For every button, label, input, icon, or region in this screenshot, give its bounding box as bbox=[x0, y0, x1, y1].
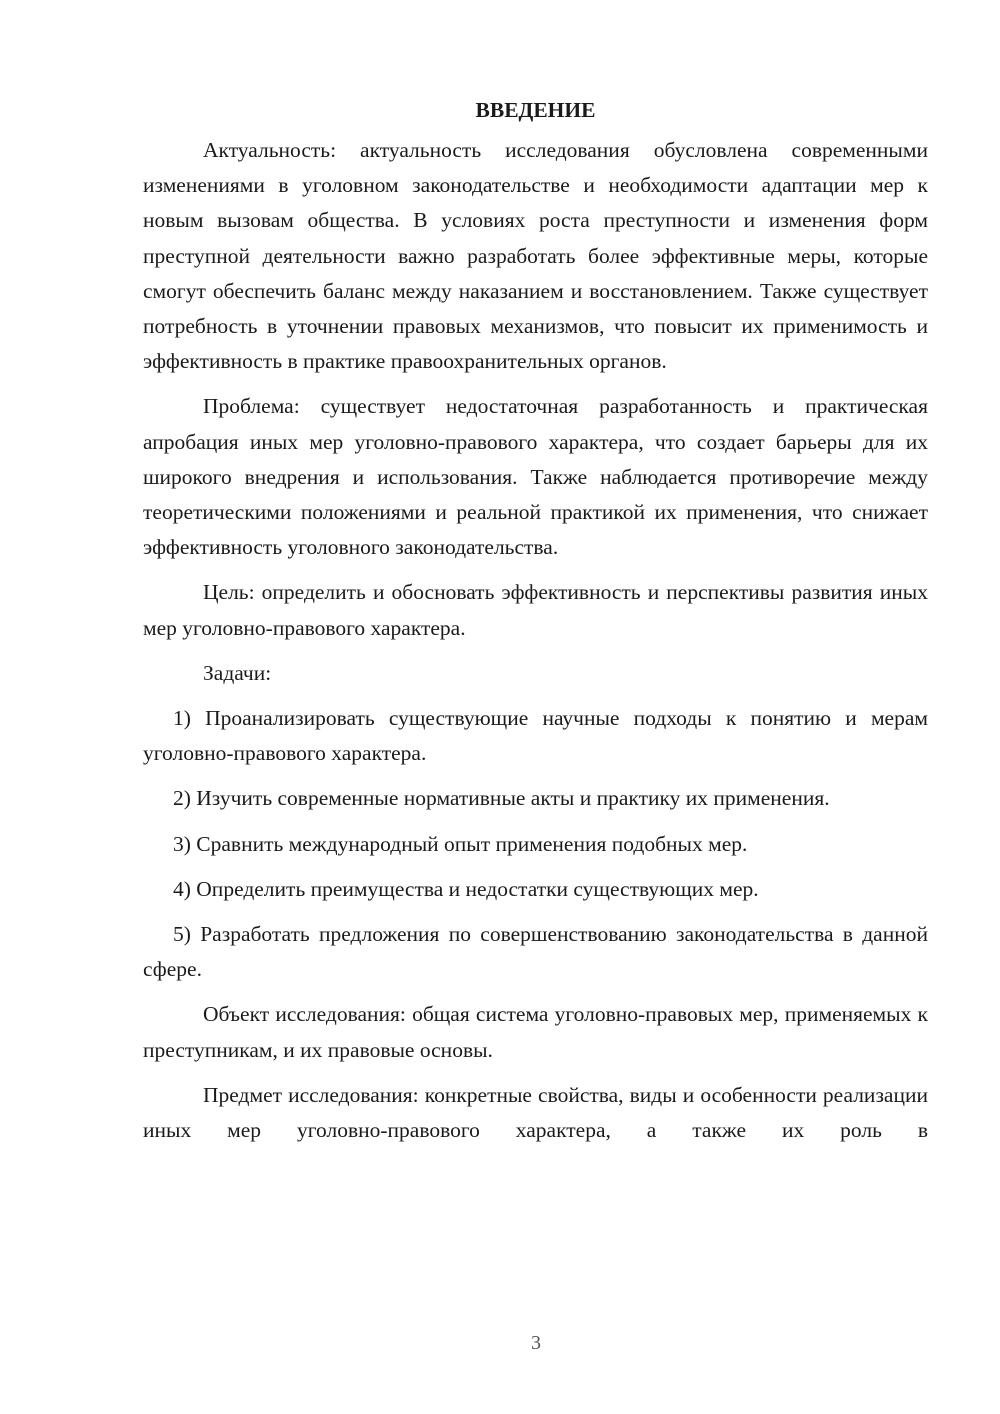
page-number: 3 bbox=[531, 1332, 541, 1354]
paragraph-problem: Проблема: существует недостаточная разработанность и практическая апробация иных мер уголовно-правового характера, что создает барьеры для их широкого внедрения и использования. Также наблюдается противоречие между теоретическими положениями и реальной практикой их применения, что снижает эффективность уголовного законодательства. bbox=[143, 394, 928, 560]
paragraph-relevance: Актуальность: актуальность исследования обусловлена современными изменениями в уголовном законодательстве и необходимости адаптации мер к новым вызовам общества. В условиях роста преступности и изменения форм преступной деятельности важно разработать более эффективные меры, которые смогут обеспечить баланс между наказанием и восстановлением. Также существует потребность в уточнении правовых механизмов, что повысит их применимость и эффективность в практике правоохранительных органов. bbox=[143, 138, 928, 374]
task-item-1: 1) Проанализировать существующие научные подходы к понятию и мерам уголовно-правового характера. bbox=[143, 706, 928, 766]
document-page bbox=[143, 92, 928, 1158]
task-item-4: 4) Определить преимущества и недостатки существующих мер. bbox=[173, 876, 759, 901]
task-item-3: 3) Сравнить международный опыт применения подобных мер. bbox=[173, 831, 748, 856]
page-title: ВВЕДЕНИЕ bbox=[475, 98, 596, 122]
task-item-2: 2) Изучить современные нормативные акты и практику их применения. bbox=[173, 786, 830, 811]
paragraph-goal: Цель: определить и обосновать эффективность и перспективы развития иных мер уголовно-правового характера. bbox=[143, 580, 928, 640]
paragraph-subject: Предмет исследования: конкретные свойства, виды и особенности реализации иных мер уголовно-правового характера, а также их роль в bbox=[143, 1082, 928, 1143]
task-item-5: 5) Разработать предложения по совершенствованию законодательства в данной сфере. bbox=[143, 922, 928, 982]
tasks-label: Задачи: bbox=[203, 660, 272, 685]
paragraph-object: Объект исследования: общая система уголовно-правовых мер, применяемых к преступникам, и их правовые основы. bbox=[143, 1002, 928, 1062]
